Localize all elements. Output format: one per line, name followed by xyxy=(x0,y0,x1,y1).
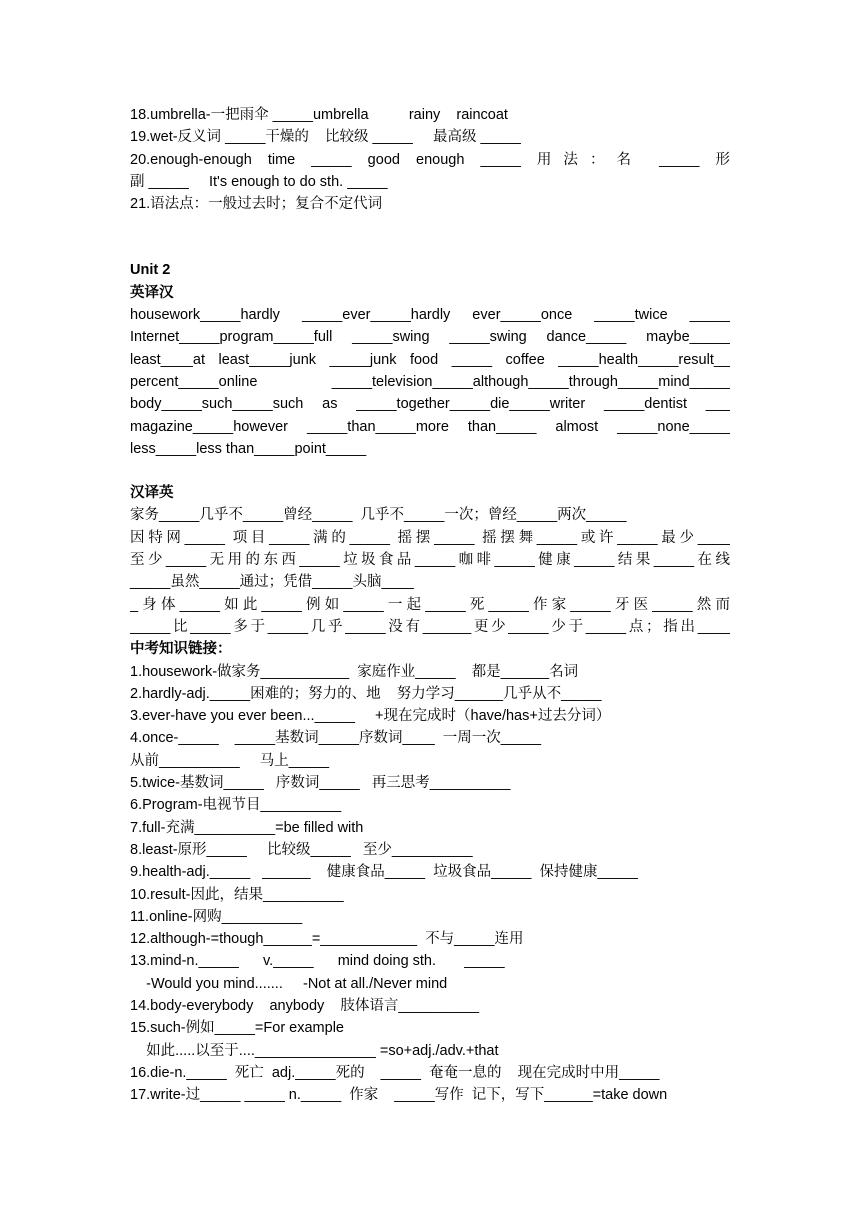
text-line: 18.umbrella-一把雨伞 _____umbrella rainy raincoat xyxy=(130,107,508,123)
list-item: -Would you mind....... -Not at all./Never mind xyxy=(130,975,448,992)
list-item: 13.mind-n._____ v._____ mind doing sth. _____ xyxy=(130,953,505,970)
list-item: 2.hardly-adj._____困难的；努力的、地 努力学习______几乎从不_____ xyxy=(130,685,602,702)
vocab-line: magazine_____however _____than_____more than_____ almost _____none_____ xyxy=(130,418,730,435)
list-item: 14.body-everybody anybody 肢体语言__________ xyxy=(130,997,480,1014)
vocab-line: percent_____online _____television_____although_____through_____mind_____ xyxy=(130,373,730,390)
vocab-line: housework_____hardly _____ever_____hardly ever_____once _____twice _____ xyxy=(130,307,730,324)
vocab-line: 因特网_____ 项目_____满的_____ 摇摆_____ 摇摆舞_____或许_____最少____ xyxy=(130,529,730,546)
list-item: 4.once-_____ _____基数词_____序数词____ 一周一次_____ xyxy=(130,730,542,747)
vocab-line: 至少_____无用的东西_____垃圾食品_____咖啡_____健康_____结果_____在线 xyxy=(130,552,730,569)
list-item: 从前__________ 马上_____ xyxy=(130,752,330,769)
list-item: 11.online-网购__________ xyxy=(130,908,303,925)
knowledge-links-section xyxy=(130,638,730,1106)
text-line: 19.wet-反义词 _____干燥的 比较级 _____ 最高级 _____ xyxy=(130,129,521,146)
list-item: 16.die-n._____ 死亡 adj._____死的 _____ 奄奄一息的 现在完成时中用_____ xyxy=(130,1064,660,1081)
text-line: 21.语法点：一般过去时；复合不定代词 xyxy=(130,196,383,213)
vocab-line: 家务_____几乎不_____曾经_____ 几乎不_____一次；曾经_____两次_____ xyxy=(130,507,627,524)
list-item: 5.twice-基数词_____ 序数词_____ 再三思考__________ xyxy=(130,775,511,792)
list-item: 如此.....以至于...._______________ =so+adj./adv.+that xyxy=(130,1042,499,1059)
vocab-line: _____比_____多于_____几乎_____没有______更少_____少于_____点；指出____ xyxy=(130,618,730,635)
text-line: 副 _____ It's enough to do sth. _____ xyxy=(130,173,388,190)
en-to-zh-section xyxy=(130,282,730,460)
text-line: 20.enough-enough time _____ good enough _____ 用法：名 _____ 形 xyxy=(130,151,730,168)
vocab-line: least____at least_____junk _____junk food _____ coffee _____health_____result__ xyxy=(130,351,730,368)
unit-section xyxy=(130,259,730,1106)
top-section xyxy=(130,104,730,215)
list-item: 6.Program-电视节目__________ xyxy=(130,797,342,814)
list-item: 17.write-过_____ _____ n._____ 作家 _____写作 记下，写下______=take down xyxy=(130,1087,668,1104)
section-heading: 汉译英 xyxy=(130,485,174,502)
vocab-line: _____虽然_____通过；凭借_____头脑____ xyxy=(130,574,414,591)
vocab-line: less_____less than_____point_____ xyxy=(130,440,367,457)
spacer xyxy=(130,215,730,259)
list-item: 10.result-因此，结果__________ xyxy=(130,886,344,903)
list-item: 7.full-充满__________=be filled with xyxy=(130,819,364,836)
vocab-line: Internet_____program_____full _____swing _____swing dance_____ maybe_____ xyxy=(130,329,730,346)
unit-title: Unit 2 xyxy=(130,262,171,279)
list-item: 3.ever-have you ever been..._____ +现在完成时（have/has+过去分词） xyxy=(130,708,611,725)
list-item: 8.least-原形_____ 比较级_____ 至少__________ xyxy=(130,841,473,858)
list-item: 15.such-例如_____=For example xyxy=(130,1020,344,1037)
spacer xyxy=(130,460,730,482)
section-heading: 英译汉 xyxy=(130,284,174,301)
list-item: 12.although-=though______=____________ 不与_____连用 xyxy=(130,931,524,948)
document-page xyxy=(130,104,730,1106)
section-heading: 中考知识链接： xyxy=(130,641,232,658)
list-item: 1.housework-做家务___________ 家庭作业_____ 都是______名词 xyxy=(130,663,579,680)
vocab-line: body_____such_____such as _____together_____die_____writer _____dentist ___ xyxy=(130,396,730,413)
zh-to-en-section xyxy=(130,482,730,638)
vocab-line: _身体_____如此_____例如_____一起_____死_____作家_____牙医_____然而 xyxy=(130,596,730,613)
list-item: 9.health-adj._____ ______ 健康食品_____ 垃圾食品_____ 保持健康_____ xyxy=(130,864,638,881)
